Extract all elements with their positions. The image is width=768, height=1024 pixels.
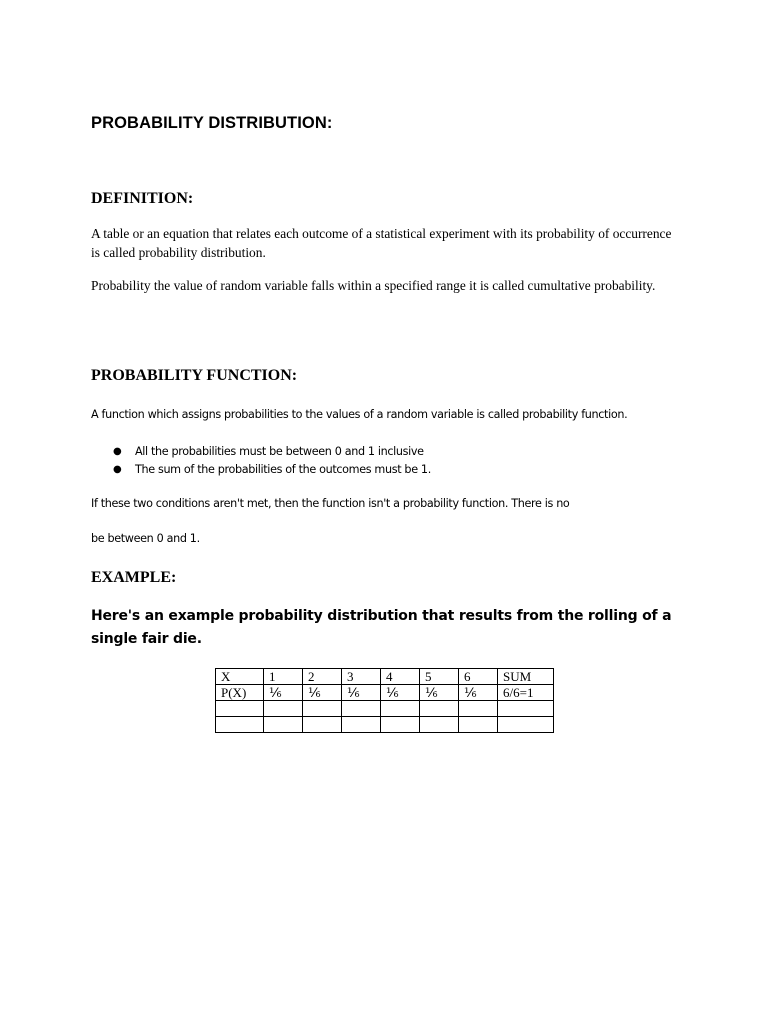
table-row — [216, 701, 554, 717]
note-line-1: If these two conditions aren't met, then the function isn't a probability function. There is no — [91, 497, 570, 510]
table-cell: 3 — [342, 669, 381, 685]
probability-table — [215, 668, 554, 733]
table-cell — [459, 717, 498, 733]
list-item — [91, 461, 431, 479]
list-item — [91, 443, 431, 461]
table-cell — [381, 701, 420, 717]
table-cell — [303, 701, 342, 717]
table-cell — [216, 717, 264, 733]
table-cell: SUM — [498, 669, 554, 685]
table-cell — [342, 701, 381, 717]
table-cell: ⅙ — [264, 685, 303, 701]
definition-paragraph-2: Probability the value of random variable falls within a specified range it is called cumultative probability. — [91, 278, 656, 293]
page-title: PROBABILITY DISTRIBUTION: — [91, 114, 333, 132]
table-cell: 6 — [459, 669, 498, 685]
definition-paragraph-1: A table or an equation that relates each outcome of a statistical experiment with its probability of occurrence is called probability distribution. — [91, 226, 672, 260]
table-cell: ⅙ — [303, 685, 342, 701]
table-cell — [216, 701, 264, 717]
conditions-list — [91, 443, 431, 479]
table-cell — [264, 717, 303, 733]
table-cell — [420, 717, 459, 733]
table-cell: 5 — [420, 669, 459, 685]
table-cell — [459, 701, 498, 717]
table-cell: ⅙ — [342, 685, 381, 701]
table-cell — [381, 717, 420, 733]
table-cell: 1 — [264, 669, 303, 685]
table-row — [216, 717, 554, 733]
bullet-icon: ● — [113, 464, 122, 475]
table-row — [216, 669, 554, 685]
table-cell — [303, 717, 342, 733]
table-cell: 2 — [303, 669, 342, 685]
table-cell: 4 — [381, 669, 420, 685]
table-row — [216, 685, 554, 701]
table-cell — [420, 701, 459, 717]
note-line-2: be between 0 and 1. — [91, 532, 200, 545]
table-cell: ⅙ — [420, 685, 459, 701]
table-cell — [498, 701, 554, 717]
definition-heading: DEFINITION: — [91, 190, 194, 207]
probability-function-heading: PROBABILITY FUNCTION: — [91, 367, 298, 384]
table-cell: X — [216, 669, 264, 685]
bullet-icon: ● — [113, 446, 122, 457]
table-cell: ⅙ — [459, 685, 498, 701]
table-cell: P(X) — [216, 685, 264, 701]
list-item-text: All the probabilities must be between 0 and 1 inclusive — [135, 445, 424, 458]
table-cell: ⅙ — [381, 685, 420, 701]
table-cell: 6/6=1 — [498, 685, 554, 701]
list-item-text: The sum of the probabilities of the outcomes must be 1. — [135, 463, 431, 476]
table-cell — [342, 717, 381, 733]
probability-function-intro: A function which assigns probabilities to the values of a random variable is called probability function. — [91, 408, 628, 421]
table-cell — [264, 701, 303, 717]
table-cell — [498, 717, 554, 733]
example-lead-text: Here's an example probability distribution that results from the rolling of a single fair die. — [91, 608, 672, 647]
example-heading: EXAMPLE: — [91, 569, 177, 586]
